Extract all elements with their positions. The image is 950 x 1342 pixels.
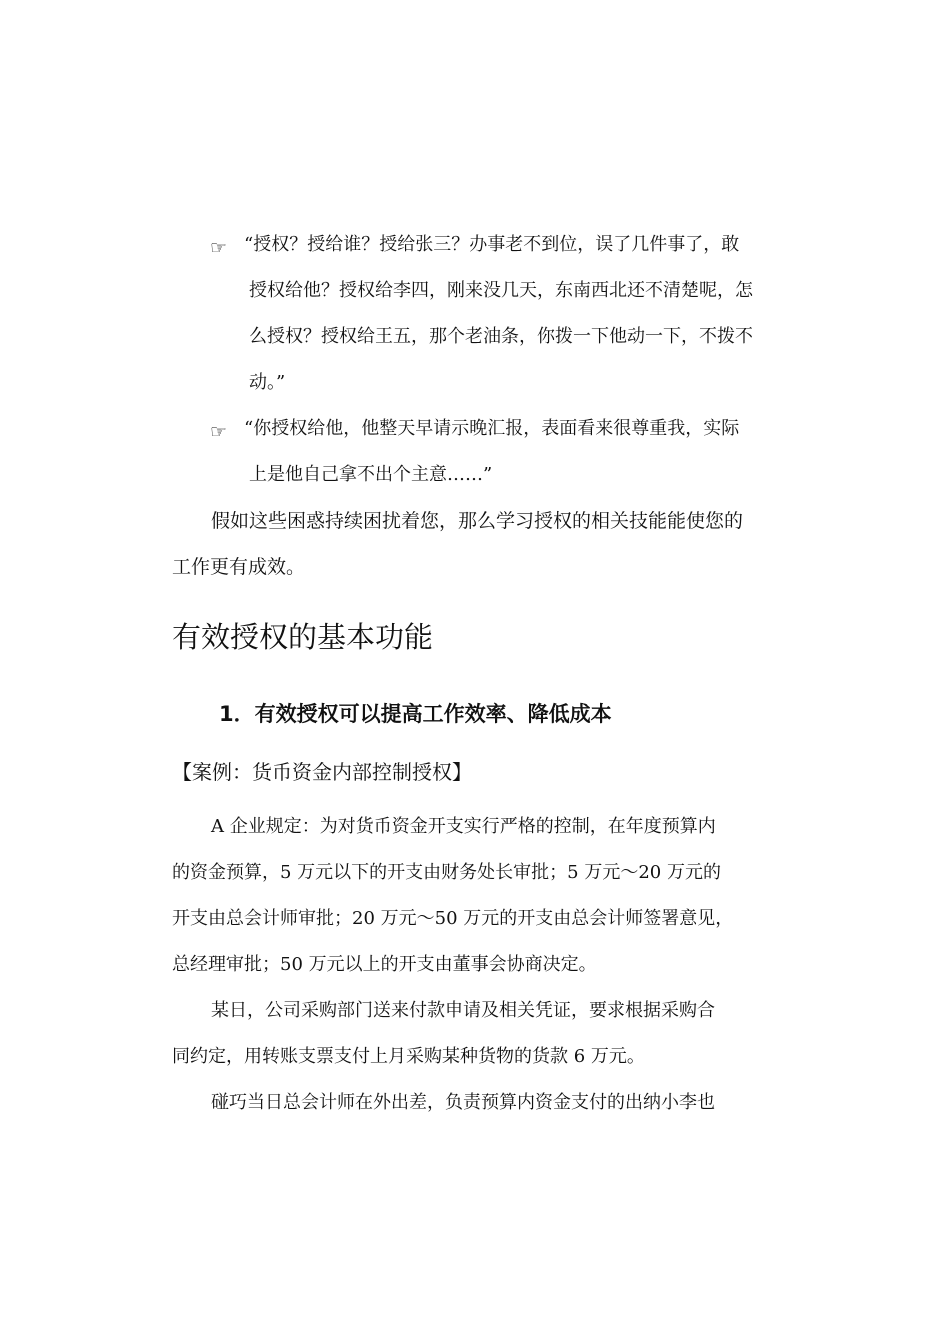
subsection-heading: 1．有效授权可以提高工作效率、降低成本 <box>219 702 612 726</box>
paragraph-3-line-1: 碰巧当日总会计师在外出差，负责预算内资金支付的出纳小李也 <box>211 1092 715 1113</box>
intro-line-2: 工作更有成效。 <box>172 556 306 578</box>
bullet-1-line-1: “授权？授给谁？授给张三？办事老不到位，误了几件事了，敢 <box>244 234 740 255</box>
paragraph-1-line-1: A 企业规定：为对货币资金开支实行严格的控制，在年度预算内 <box>211 816 716 837</box>
bullet-1-line-3: 么授权？授权给王五，那个老油条，你拨一下他动一下，不拨不 <box>249 326 753 347</box>
paragraph-2-line-1: 某日，公司采购部门送来付款申请及相关凭证，要求根据采购合 <box>211 1000 715 1021</box>
section-heading: 有效授权的基本功能 <box>172 620 434 654</box>
bullet-2-line-2: 上是他自己拿不出个主意……” <box>249 464 493 485</box>
intro-line-1: 假如这些困惑持续困扰着您，那么学习授权的相关技能能使您的 <box>211 510 744 532</box>
pointing-hand-icon: ☞ <box>210 237 228 259</box>
paragraph-1-line-4: 总经理审批；50 万元以上的开支由董事会协商决定。 <box>172 954 597 975</box>
paragraph-1-line-3: 开支由总会计师审批；20 万元～50 万元的开支由总会计师签署意见， <box>172 908 734 929</box>
paragraph-2-line-2: 同约定，用转账支票支付上月采购某种货物的货款 6 万元。 <box>172 1046 645 1067</box>
pointing-hand-icon: ☞ <box>210 421 228 443</box>
paragraph-1-line-2: 的资金预算，5 万元以下的开支由财务处长审批；5 万元～20 万元的 <box>172 862 721 883</box>
case-title: 【案例：货币资金内部控制授权】 <box>172 760 472 784</box>
bullet-2-line-1: “你授权给他，他整天早请示晚汇报，表面看来很尊重我，实际 <box>244 418 740 439</box>
bullet-1-line-4: 动。” <box>249 372 286 393</box>
bullet-1-line-2: 授权给他？授权给李四，刚来没几天，东南西北还不清楚呢，怎 <box>249 280 753 301</box>
